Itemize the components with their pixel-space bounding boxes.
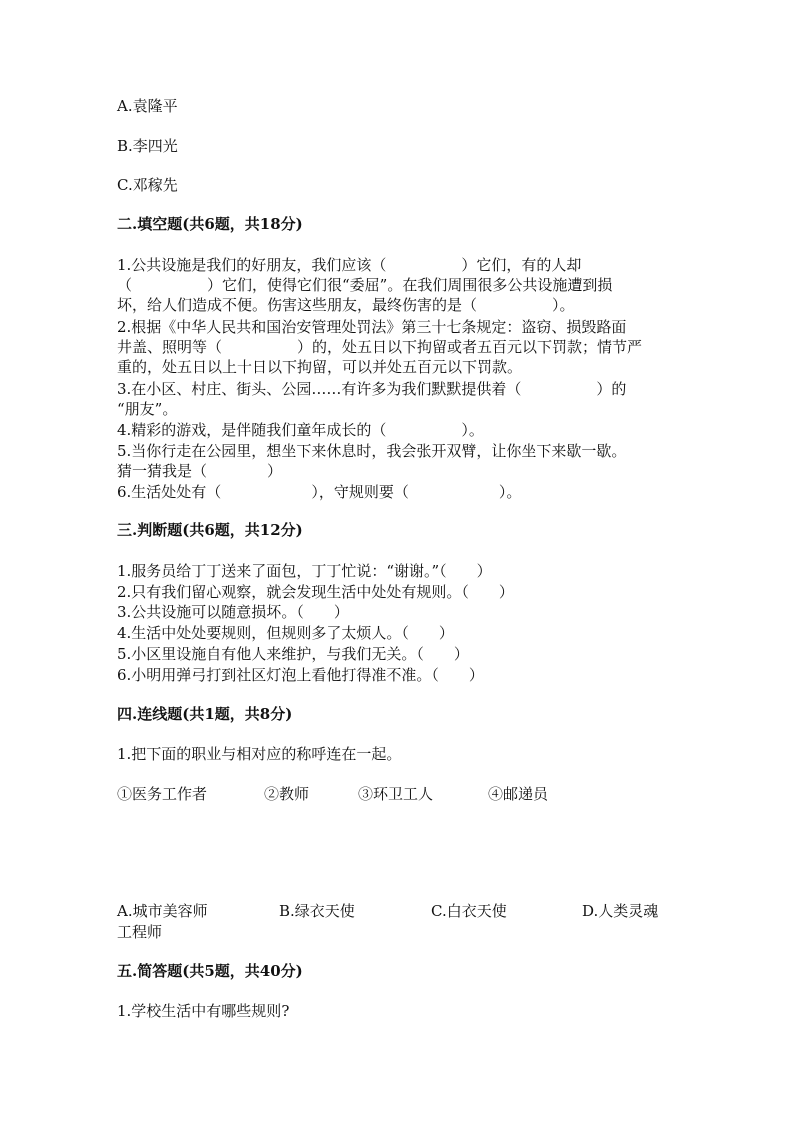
fill-blank-line: 5.当你行走在公园里，想坐下来休息时，我会张开双臂，让你坐下来歇一歇。 bbox=[117, 442, 627, 460]
fill-blank-line: 猜一猜我是（ ） bbox=[117, 462, 283, 480]
matching-jobs-row bbox=[117, 784, 677, 804]
section-heading-true-false: 三.判断题(共6题，共12分) bbox=[117, 521, 303, 539]
fill-blank-line: 3.在小区、村庄、街头、公园……有许多为我们默默提供着（ ）的 bbox=[117, 380, 627, 398]
title-item-wrap: 工程师 bbox=[117, 923, 163, 941]
option-b: B.李四光 bbox=[117, 137, 178, 155]
option-c: C.邓稼先 bbox=[117, 176, 178, 194]
true-false-line: 6.小明用弹弓打到社区灯泡上看他打得准不准。（ ） bbox=[117, 666, 484, 684]
job-item: ④邮递员 bbox=[488, 785, 549, 803]
matching-titles-row bbox=[117, 901, 677, 921]
fill-blank-line: 2.根据《中华人民共和国治安管理处罚法》第三十七条规定：盗窃、损毁路面 bbox=[117, 318, 627, 336]
true-false-line: 3.公共设施可以随意损坏。（ ） bbox=[117, 603, 349, 621]
fill-blank-line: 6.生活处处有（ ），守规则要（ ）。 bbox=[117, 483, 522, 501]
title-item: B.绿衣天使 bbox=[279, 902, 355, 920]
title-item: A.城市美容师 bbox=[117, 902, 208, 920]
fill-blank-line: 坏，给人们造成不便。伤害这些朋友，最终伤害的是（ ）。 bbox=[117, 296, 575, 314]
section-heading-fill-blank: 二.填空题(共6题，共18分) bbox=[117, 215, 303, 233]
true-false-line: 4.生活中处处要规则，但规则多了太烦人。（ ） bbox=[117, 624, 454, 642]
matching-question: 1.把下面的职业与相对应的称呼连在一起。 bbox=[117, 745, 402, 763]
fill-blank-line: “朋友”。 bbox=[117, 400, 178, 418]
job-item: ②教师 bbox=[264, 785, 310, 803]
title-item: C.白衣天使 bbox=[431, 902, 507, 920]
option-a: A.袁隆平 bbox=[117, 97, 178, 115]
job-item: ③环卫工人 bbox=[358, 785, 434, 803]
fill-blank-line: 重的，处五日以上十日以下拘留，可以并处五百元以下罚款。 bbox=[117, 358, 523, 376]
true-false-line: 5.小区里设施自有他人来维护，与我们无关。（ ） bbox=[117, 645, 469, 663]
section-heading-short-answer: 五.简答题(共5题，共40分) bbox=[117, 962, 303, 980]
fill-blank-line: 1.公共设施是我们的好朋友，我们应该（ ）它们，有的人却 bbox=[117, 256, 582, 274]
fill-blank-line: （ ）它们，使得它们很“委屈”。在我们周围很多公共设施遭到损 bbox=[117, 276, 613, 294]
section-heading-matching: 四.连线题(共1题，共8分) bbox=[117, 705, 293, 723]
true-false-line: 2.只有我们留心观察，就会发现生活中处处有规则。（ ） bbox=[117, 583, 514, 601]
short-answer-question: 1.学校生活中有哪些规则? bbox=[117, 1002, 290, 1020]
true-false-line: 1.服务员给丁丁送来了面包，丁丁忙说：“谢谢。”（ ） bbox=[117, 562, 492, 580]
fill-blank-line: 井盖、照明等（ ）的，处五日以下拘留或者五百元以下罚款；情节严 bbox=[117, 338, 643, 356]
title-item: D.人类灵魂 bbox=[582, 902, 659, 920]
fill-blank-line: 4.精彩的游戏，是伴随我们童年成长的（ ）。 bbox=[117, 421, 484, 439]
job-item: ①医务工作者 bbox=[117, 785, 208, 803]
